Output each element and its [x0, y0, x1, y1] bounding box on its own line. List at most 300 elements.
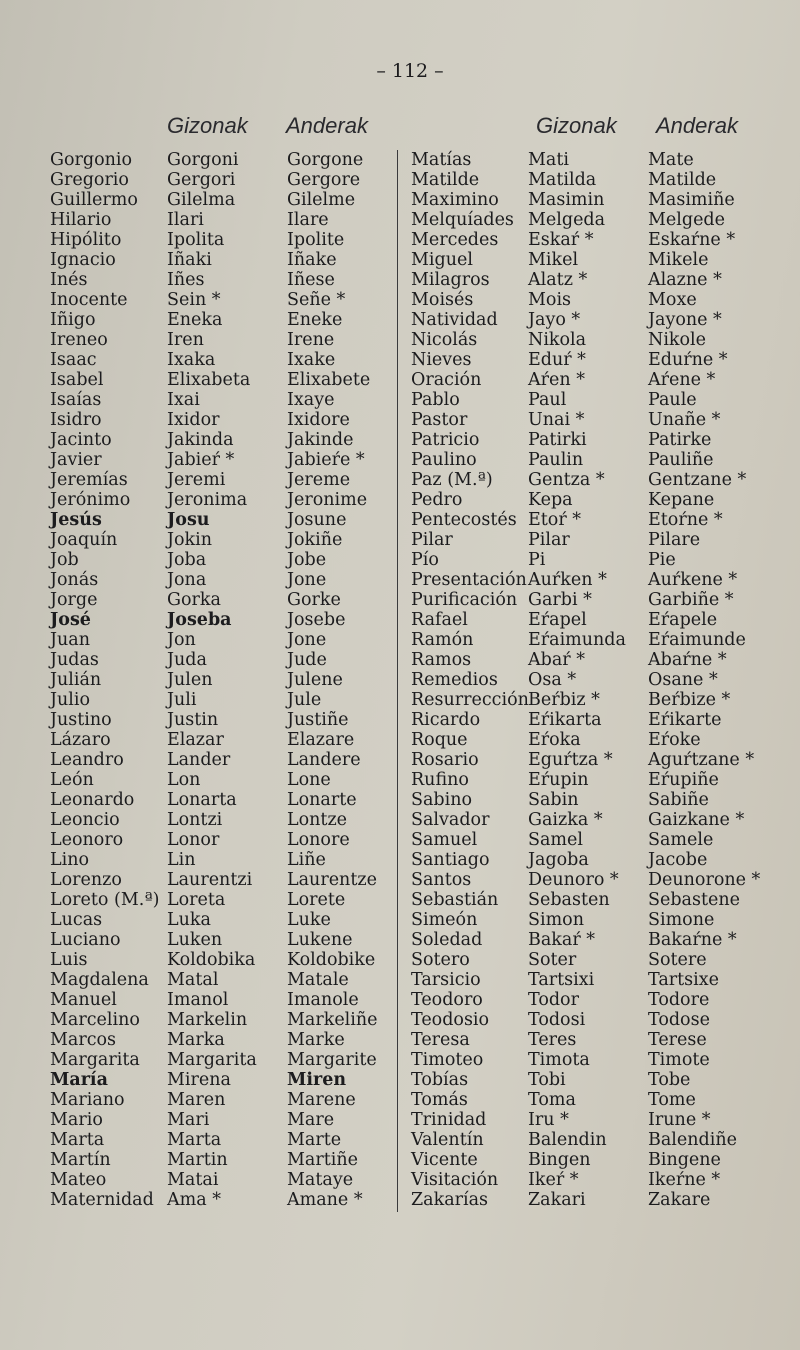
- basque-female-name: Sotere: [648, 950, 707, 970]
- spanish-name: Isidro: [50, 410, 102, 430]
- basque-male-name: Alatz *: [528, 270, 588, 290]
- spanish-name: Teodosio: [411, 1010, 490, 1030]
- basque-male-name: Markelin: [167, 1010, 248, 1030]
- basque-male-name: Jona: [167, 570, 207, 590]
- spanish-name: Luciano: [50, 930, 121, 950]
- basque-female-name: Mare: [287, 1110, 335, 1130]
- spanish-name: Hilario: [50, 210, 112, 230]
- spanish-name: Justino: [50, 710, 112, 730]
- basque-male-name: Lander: [167, 750, 231, 770]
- basque-male-name: Jeronima: [167, 490, 248, 510]
- basque-female-name: Patirke: [648, 430, 712, 450]
- basque-female-name: Matale: [287, 970, 349, 990]
- basque-female-name: Julene: [287, 670, 343, 690]
- spanish-name: Joaquín: [50, 530, 118, 550]
- basque-female-name: Iñake: [287, 250, 337, 270]
- basque-female-name: Aguŕtzane *: [648, 750, 755, 770]
- basque-female-name: Etoŕne *: [648, 510, 723, 530]
- basque-female-name: Pauliñe: [648, 450, 714, 470]
- basque-male-name: Luken: [167, 930, 223, 950]
- basque-male-name: Justin: [167, 710, 219, 730]
- basque-female-name: Melgede: [648, 210, 725, 230]
- basque-male-name: Jakinda: [167, 430, 234, 450]
- basque-male-name: Jokin: [167, 530, 213, 550]
- basque-male-name: Eŕoka: [528, 730, 581, 750]
- spanish-name: Vicente: [411, 1150, 478, 1170]
- basque-male-name: Jagoba: [528, 850, 589, 870]
- basque-female-name: Elazare: [287, 730, 355, 750]
- basque-male-name: Iren: [167, 330, 204, 350]
- spanish-name: Paulino: [411, 450, 477, 470]
- basque-female-name: Ixaye: [287, 390, 335, 410]
- spanish-name: Zakarías: [411, 1190, 489, 1210]
- header-left-anderak: Anderak: [286, 113, 368, 138]
- basque-female-name: Auŕkene *: [648, 570, 738, 590]
- basque-female-name: Lontze: [287, 810, 348, 830]
- basque-female-name: Eŕikarte: [648, 710, 722, 730]
- basque-male-name: Timota: [528, 1050, 590, 1070]
- basque-male-name: Matilda: [528, 170, 597, 190]
- basque-male-name: Joseba: [167, 610, 232, 630]
- spanish-name: Marcelino: [50, 1010, 140, 1030]
- basque-female-name: Eŕoke: [648, 730, 701, 750]
- spanish-name: Hipólito: [50, 230, 122, 250]
- spanish-name: Jeremías: [50, 470, 128, 490]
- basque-male-name: Ipolita: [167, 230, 225, 250]
- spanish-name: Lucas: [50, 910, 103, 930]
- basque-female-name: Aŕene *: [648, 370, 716, 390]
- basque-male-name: Paul: [528, 390, 567, 410]
- spanish-name: Julio: [50, 690, 91, 710]
- spanish-name: Mercedes: [411, 230, 499, 250]
- spanish-name: Melquíades: [411, 210, 514, 230]
- basque-male-name: Soter: [528, 950, 577, 970]
- basque-female-name: Terese: [648, 1030, 707, 1050]
- basque-male-name: Koldobika: [167, 950, 256, 970]
- spanish-name: Lino: [50, 850, 90, 870]
- spanish-name: Ireneo: [50, 330, 108, 350]
- basque-male-name: Ikeŕ *: [528, 1170, 579, 1190]
- basque-female-name: Jobe: [287, 550, 327, 570]
- basque-female-name: Gilelme: [287, 190, 356, 210]
- basque-female-name: Eskaŕne *: [648, 230, 736, 250]
- spanish-name: María: [50, 1070, 108, 1090]
- basque-male-name: Nikola: [528, 330, 587, 350]
- spanish-name: Valentín: [411, 1130, 484, 1150]
- spanish-name: Pilar: [411, 530, 453, 550]
- spanish-name: Maximino: [411, 190, 499, 210]
- spanish-name: Magdalena: [50, 970, 149, 990]
- basque-male-name: Etoŕ *: [528, 510, 582, 530]
- basque-male-name: Abaŕ *: [528, 650, 585, 670]
- spanish-name: Santiago: [411, 850, 490, 870]
- basque-male-name: Samel: [528, 830, 583, 850]
- basque-female-name: Masimiñe: [648, 190, 735, 210]
- basque-female-name: Jokiñe: [287, 530, 343, 550]
- spanish-name: Job: [50, 550, 79, 570]
- basque-female-name: Tome: [648, 1090, 696, 1110]
- basque-male-name: Beŕbiz *: [528, 690, 600, 710]
- basque-female-name: Miren: [287, 1070, 347, 1090]
- spanish-name: Visitación: [411, 1170, 499, 1190]
- basque-female-name: Abaŕne *: [648, 650, 727, 670]
- basque-female-name: Lone: [287, 770, 331, 790]
- basque-female-name: Liñe: [287, 850, 326, 870]
- spanish-name: Nicolás: [411, 330, 478, 350]
- basque-female-name: Jude: [287, 650, 327, 670]
- spanish-name: Santos: [411, 870, 472, 890]
- basque-female-name: Jabieŕe *: [287, 450, 365, 470]
- basque-male-name: Unai *: [528, 410, 585, 430]
- basque-female-name: Jereme: [287, 470, 351, 490]
- basque-male-name: Paulin: [528, 450, 584, 470]
- spanish-name: Leoncio: [50, 810, 120, 830]
- basque-male-name: Todosi: [528, 1010, 586, 1030]
- basque-female-name: Elixabete: [287, 370, 371, 390]
- spanish-name: Margarita: [50, 1050, 140, 1070]
- basque-male-name: Marta: [167, 1130, 222, 1150]
- basque-male-name: Luka: [167, 910, 211, 930]
- basque-male-name: Elixabeta: [167, 370, 251, 390]
- spanish-name: Pastor: [411, 410, 468, 430]
- basque-female-name: Mikele: [648, 250, 709, 270]
- basque-female-name: Iñese: [287, 270, 335, 290]
- basque-female-name: Nikole: [648, 330, 707, 350]
- basque-female-name: Lorete: [287, 890, 346, 910]
- basque-male-name: Mikel: [528, 250, 579, 270]
- basque-female-name: Mate: [648, 150, 694, 170]
- basque-male-name: Laurentzi: [167, 870, 253, 890]
- basque-female-name: Gaizkane *: [648, 810, 745, 830]
- spanish-name: Isaías: [50, 390, 102, 410]
- basque-male-name: Auŕken *: [528, 570, 607, 590]
- spanish-name: Jesús: [50, 510, 102, 530]
- spanish-name: Patricio: [411, 430, 480, 450]
- spanish-name: Pedro: [411, 490, 463, 510]
- basque-male-name: Simon: [528, 910, 584, 930]
- basque-female-name: Jone: [287, 570, 327, 590]
- basque-female-name: Tartsixe: [648, 970, 719, 990]
- spanish-name: Matías: [411, 150, 472, 170]
- basque-female-name: Josune: [287, 510, 347, 530]
- basque-female-name: Martiñe: [287, 1150, 358, 1170]
- basque-male-name: Mirena: [167, 1070, 231, 1090]
- spanish-name: Sabino: [411, 790, 473, 810]
- basque-female-name: Señe *: [287, 290, 346, 310]
- spanish-name: Ramón: [411, 630, 474, 650]
- basque-female-name: Bingene: [648, 1150, 721, 1170]
- basque-female-name: Eneke: [287, 310, 343, 330]
- spanish-name: Iñigo: [50, 310, 96, 330]
- basque-female-name: Pilare: [648, 530, 701, 550]
- basque-female-name: Josebe: [287, 610, 346, 630]
- basque-male-name: Deunoro *: [528, 870, 619, 890]
- spanish-name: Remedios: [411, 670, 498, 690]
- basque-male-name: Iñes: [167, 270, 205, 290]
- spanish-name: Manuel: [50, 990, 117, 1010]
- basque-female-name: Sabiñe: [648, 790, 709, 810]
- spanish-name: Trinidad: [411, 1110, 487, 1130]
- spanish-name: Judas: [50, 650, 99, 670]
- spanish-name: Jacinto: [50, 430, 112, 450]
- basque-female-name: Margarite: [287, 1050, 377, 1070]
- basque-male-name: Pi: [528, 550, 546, 570]
- basque-male-name: Ilari: [167, 210, 204, 230]
- basque-female-name: Gentzane *: [648, 470, 747, 490]
- basque-female-name: Jayone *: [648, 310, 722, 330]
- basque-female-name: Lukene: [287, 930, 353, 950]
- basque-male-name: Osa *: [528, 670, 577, 690]
- basque-female-name: Justiñe: [287, 710, 349, 730]
- basque-female-name: Osane *: [648, 670, 718, 690]
- basque-male-name: Eskaŕ *: [528, 230, 594, 250]
- basque-female-name: Zakare: [648, 1190, 711, 1210]
- basque-female-name: Garbiñe *: [648, 590, 734, 610]
- basque-female-name: Marte: [287, 1130, 342, 1150]
- spanish-name: Julián: [50, 670, 102, 690]
- spanish-name: Gorgonio: [50, 150, 133, 170]
- spanish-name: Pío: [411, 550, 439, 570]
- basque-female-name: Pie: [648, 550, 676, 570]
- basque-female-name: Simone: [648, 910, 715, 930]
- basque-male-name: Pilar: [528, 530, 570, 550]
- basque-male-name: Mois: [528, 290, 572, 310]
- basque-male-name: Bingen: [528, 1150, 591, 1170]
- basque-male-name: Lonarta: [167, 790, 237, 810]
- spanish-name: Tobías: [411, 1070, 469, 1090]
- basque-male-name: Eŕaimunda: [528, 630, 626, 650]
- spanish-name: Moisés: [411, 290, 474, 310]
- basque-male-name: Julen: [167, 670, 213, 690]
- basque-male-name: Juli: [167, 690, 197, 710]
- basque-male-name: Iru *: [528, 1110, 569, 1130]
- spanish-name: Jerónimo: [50, 490, 131, 510]
- basque-male-name: Patirki: [528, 430, 587, 450]
- basque-female-name: Lonarte: [287, 790, 357, 810]
- basque-male-name: Kepa: [528, 490, 573, 510]
- basque-male-name: Ixaka: [167, 350, 216, 370]
- basque-male-name: Iñaki: [167, 250, 212, 270]
- basque-male-name: Martin: [167, 1150, 228, 1170]
- basque-male-name: Sebasten: [528, 890, 610, 910]
- basque-male-name: Gentza *: [528, 470, 605, 490]
- spanish-name: Sotero: [411, 950, 470, 970]
- spanish-name: Salvador: [411, 810, 490, 830]
- header-right-gizonak: Gizonak: [536, 113, 617, 138]
- spanish-name: Jorge: [50, 590, 98, 610]
- spanish-name: Soledad: [411, 930, 483, 950]
- spanish-name: Rosario: [411, 750, 479, 770]
- spanish-name: Roque: [411, 730, 468, 750]
- spanish-name: Teresa: [411, 1030, 470, 1050]
- basque-female-name: Kepane: [648, 490, 715, 510]
- basque-female-name: Todose: [648, 1010, 710, 1030]
- spanish-name: León: [50, 770, 94, 790]
- basque-female-name: Jule: [287, 690, 322, 710]
- spanish-name: Leonoro: [50, 830, 124, 850]
- basque-female-name: Eŕapele: [648, 610, 718, 630]
- basque-male-name: Gergori: [167, 170, 236, 190]
- basque-male-name: Tobi: [528, 1070, 566, 1090]
- basque-male-name: Joba: [167, 550, 207, 570]
- basque-female-name: Landere: [287, 750, 361, 770]
- basque-female-name: Koldobike: [287, 950, 376, 970]
- spanish-name: José: [50, 610, 91, 630]
- basque-female-name: Ikeŕne *: [648, 1170, 721, 1190]
- basque-female-name: Marene: [287, 1090, 356, 1110]
- spanish-name: Timoteo: [411, 1050, 484, 1070]
- basque-male-name: Gorgoni: [167, 150, 239, 170]
- basque-female-name: Ilare: [287, 210, 329, 230]
- spanish-name: Tarsicio: [411, 970, 481, 990]
- basque-male-name: Toma: [528, 1090, 576, 1110]
- basque-male-name: Ixai: [167, 390, 200, 410]
- spanish-name: Resurrección: [411, 690, 529, 710]
- basque-male-name: Eŕikarta: [528, 710, 602, 730]
- spanish-name: Presentación: [411, 570, 527, 590]
- basque-male-name: Garbi *: [528, 590, 592, 610]
- spanish-name: Maternidad: [50, 1190, 154, 1210]
- header-left-gizonak: Gizonak: [167, 113, 248, 138]
- basque-male-name: Aŕen *: [528, 370, 585, 390]
- basque-male-name: Eneka: [167, 310, 223, 330]
- basque-female-name: Irune *: [648, 1110, 711, 1130]
- basque-male-name: Balendin: [528, 1130, 607, 1150]
- spanish-name: Isaac: [50, 350, 97, 370]
- basque-male-name: Jeremi: [167, 470, 226, 490]
- spanish-name: Juan: [50, 630, 90, 650]
- basque-female-name: Balendiñe: [648, 1130, 737, 1150]
- basque-male-name: Eŕupin: [528, 770, 589, 790]
- spanish-name: Nieves: [411, 350, 472, 370]
- spanish-name: Tomás: [411, 1090, 468, 1110]
- basque-female-name: Todore: [648, 990, 710, 1010]
- spanish-name: Milagros: [411, 270, 490, 290]
- spanish-name: Rafael: [411, 610, 468, 630]
- basque-male-name: Gaizka *: [528, 810, 603, 830]
- basque-male-name: Gilelma: [167, 190, 236, 210]
- basque-male-name: Jayo *: [528, 310, 581, 330]
- basque-male-name: Teres: [528, 1030, 577, 1050]
- basque-male-name: Loreta: [167, 890, 226, 910]
- page-number: – 112 –: [376, 60, 444, 82]
- basque-male-name: Todor: [528, 990, 579, 1010]
- basque-female-name: Tobe: [648, 1070, 691, 1090]
- basque-female-name: Bakaŕne *: [648, 930, 737, 950]
- basque-female-name: Jeronime: [287, 490, 368, 510]
- spanish-name: Jonás: [50, 570, 99, 590]
- spanish-name: Loreto (M.ª): [50, 890, 160, 910]
- spanish-name: Simeón: [411, 910, 478, 930]
- basque-female-name: Markeliñe: [287, 1010, 378, 1030]
- spanish-name: Samuel: [411, 830, 478, 850]
- basque-female-name: Jone: [287, 630, 327, 650]
- basque-female-name: Paule: [648, 390, 697, 410]
- basque-male-name: Eguŕtza *: [528, 750, 613, 770]
- basque-female-name: Deunorone *: [648, 870, 761, 890]
- basque-female-name: Sebastene: [648, 890, 740, 910]
- spanish-name: Purificación: [411, 590, 518, 610]
- spanish-name: Mario: [50, 1110, 103, 1130]
- basque-female-name: Samele: [648, 830, 714, 850]
- column-divider: [397, 150, 398, 1212]
- basque-female-name: Eduŕne *: [648, 350, 728, 370]
- header-right-anderak: Anderak: [656, 113, 738, 138]
- spanish-name: Mateo: [50, 1170, 107, 1190]
- basque-male-name: Gorka: [167, 590, 221, 610]
- spanish-name: Pentecostés: [411, 510, 517, 530]
- basque-female-name: Unañe *: [648, 410, 721, 430]
- basque-male-name: Bakaŕ *: [528, 930, 596, 950]
- basque-female-name: Amane *: [287, 1190, 363, 1210]
- basque-male-name: Mati: [528, 150, 569, 170]
- basque-male-name: Margarita: [167, 1050, 257, 1070]
- spanish-name: Sebastián: [411, 890, 499, 910]
- basque-male-name: Ama *: [167, 1190, 221, 1210]
- spanish-name: Isabel: [50, 370, 104, 390]
- basque-male-name: Eŕapel: [528, 610, 587, 630]
- basque-male-name: Jon: [167, 630, 196, 650]
- spanish-name: Guillermo: [50, 190, 138, 210]
- spanish-name: Leandro: [50, 750, 124, 770]
- basque-female-name: Luke: [287, 910, 331, 930]
- spanish-name: Luis: [50, 950, 88, 970]
- spanish-name: Rufino: [411, 770, 469, 790]
- basque-male-name: Matai: [167, 1170, 219, 1190]
- basque-male-name: Juda: [167, 650, 207, 670]
- spanish-name: Martín: [50, 1150, 111, 1170]
- spanish-name: Ignacio: [50, 250, 116, 270]
- basque-male-name: Sein *: [167, 290, 221, 310]
- basque-female-name: Irene: [287, 330, 335, 350]
- basque-female-name: Gorke: [287, 590, 341, 610]
- basque-female-name: Eŕaimunde: [648, 630, 746, 650]
- basque-male-name: Mari: [167, 1110, 210, 1130]
- basque-male-name: Zakari: [528, 1190, 586, 1210]
- spanish-name: Lázaro: [50, 730, 111, 750]
- basque-female-name: Laurentze: [287, 870, 377, 890]
- spanish-name: Pablo: [411, 390, 460, 410]
- basque-female-name: Moxe: [648, 290, 697, 310]
- basque-male-name: Eduŕ *: [528, 350, 586, 370]
- spanish-name: Javier: [50, 450, 102, 470]
- basque-male-name: Ixidor: [167, 410, 220, 430]
- basque-male-name: Jabieŕ *: [167, 450, 235, 470]
- spanish-name: Matilde: [411, 170, 480, 190]
- basque-female-name: Ixake: [287, 350, 336, 370]
- basque-male-name: Sabin: [528, 790, 579, 810]
- basque-male-name: Marka: [167, 1030, 225, 1050]
- basque-male-name: Lin: [167, 850, 196, 870]
- spanish-name: Marta: [50, 1130, 105, 1150]
- basque-male-name: Masimin: [528, 190, 605, 210]
- basque-male-name: Tartsixi: [528, 970, 595, 990]
- spanish-name: Marcos: [50, 1030, 117, 1050]
- basque-female-name: Ipolite: [287, 230, 345, 250]
- spanish-name: Teodoro: [411, 990, 483, 1010]
- basque-male-name: Elazar: [167, 730, 224, 750]
- spanish-name: Gregorio: [50, 170, 129, 190]
- basque-female-name: Lonore: [287, 830, 350, 850]
- spanish-name: Ricardo: [411, 710, 481, 730]
- spanish-name: Oración: [411, 370, 482, 390]
- basque-male-name: Imanol: [167, 990, 229, 1010]
- basque-female-name: Ixidore: [287, 410, 350, 430]
- basque-male-name: Maren: [167, 1090, 226, 1110]
- spanish-name: Miguel: [411, 250, 473, 270]
- spanish-name: Ramos: [411, 650, 472, 670]
- basque-female-name: Imanole: [287, 990, 359, 1010]
